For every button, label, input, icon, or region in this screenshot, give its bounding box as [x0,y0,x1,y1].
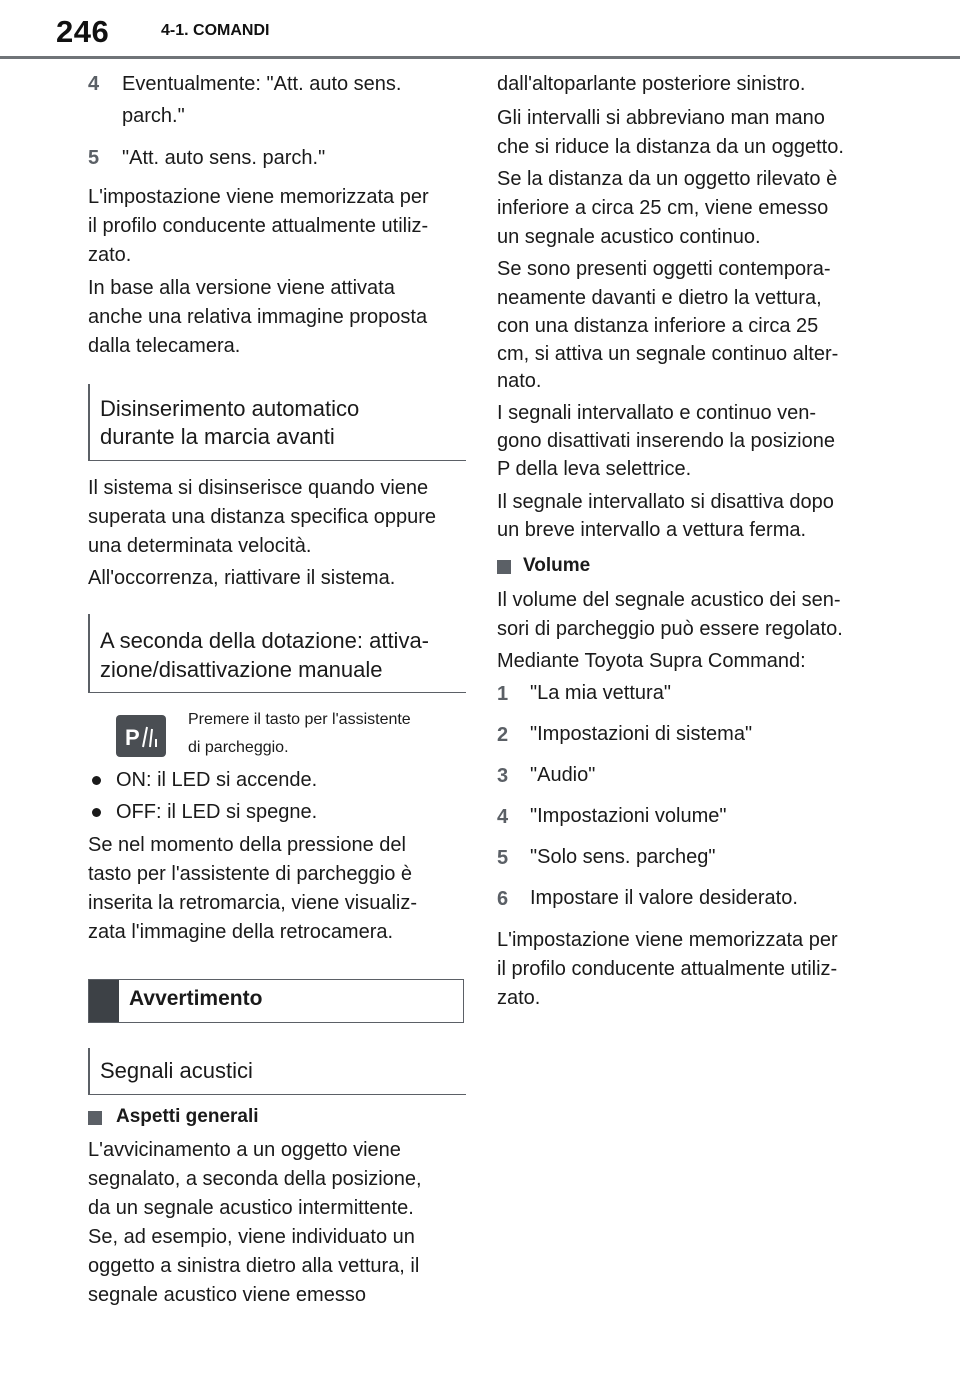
paragraph-line: un segnale acustico continuo. [497,226,761,248]
step-text: "Audio" [530,764,596,786]
paragraph-line: gono disattivati inserendo la posizione [497,430,835,452]
paragraph-line: cm, si attiva un segnale continuo alter- [497,343,839,365]
step-number: 6 [497,888,509,910]
paragraph-line: un breve intervallo a vettura ferma. [497,519,807,541]
paragraph-line: segnale acustico viene emesso [88,1284,366,1306]
box-heading-line: Disinserimento automatico [100,396,360,421]
box-heading-line: zione/disattivazione manuale [100,657,383,682]
parking-assist-icon [116,715,166,757]
paragraph-line: Se nel momento della pressione del [88,834,406,856]
paragraph-line: dall'altoparlante posteriore sinistro. [497,73,806,95]
page-header [0,0,960,60]
section-title: 4-1. COMANDI [161,22,270,39]
paragraph-line: una determinata velocità. [88,535,312,557]
heading-box-manual [88,614,466,693]
step-text: parch." [122,105,185,127]
bullet-text: OFF: il LED si spegne. [116,801,318,823]
paragraph-line: All'occorrenza, riattivare il sistema. [88,567,396,589]
bullet-dot [92,808,101,817]
paragraph-line: il profilo conducente attualmente utiliz- [88,215,429,237]
step-number: 5 [497,847,509,869]
paragraph-line: nato. [497,370,542,392]
svg-text:P: P [125,725,140,750]
step-text: Impostare il valore desiderato. [530,887,798,909]
step-text: "Impostazioni volume" [530,805,727,827]
paragraph-line: Se sono presenti oggetti contempora- [497,258,831,280]
box-heading-line: A seconda della dotazione: attiva- [100,628,430,653]
page-number: 246 [56,14,110,49]
paragraph-line: segnalato, a seconda della posizione, [88,1168,422,1190]
parking-assist-button-icon [116,715,166,757]
heading-box-signals [88,1048,466,1095]
paragraph-line: dalla telecamera. [88,335,241,357]
paragraph-line: neamente davanti e dietro la vettura, [497,287,822,309]
paragraph-line: zato. [88,244,132,266]
paragraph-line: Il sistema si disinserisce quando viene [88,477,429,499]
subheading: Volume [523,555,591,576]
paragraph-line: sori di parcheggio può essere regolato. [497,618,843,640]
paragraph-line: Mediante Toyota Supra Command: [497,650,806,672]
paragraph-line: L'avvicinamento a un oggetto viene [88,1139,401,1161]
paragraph-line: I segnali intervallato e continuo ven- [497,402,817,424]
paragraph-line: zato. [497,987,541,1009]
subheading-marker [88,1111,102,1125]
paragraph-line: L'impostazione viene memorizzata per [88,186,429,208]
paragraph-line: superata una distanza specifica oppure [88,506,437,528]
button-caption-line: di parcheggio. [188,739,289,756]
subheading-marker [497,560,511,574]
box-heading-line: Segnali acustici [100,1058,253,1083]
step-text: "Impostazioni di sistema" [530,723,753,745]
step-number: 4 [497,806,509,828]
paragraph-line: il profilo conducente attualmente utiliz- [497,958,838,980]
paragraph-line: anche una relativa immagine proposta [88,306,428,328]
paragraph-line: In base alla versione viene attivata [88,277,395,299]
heading-box-auto-off [88,384,466,461]
header-divider [0,56,960,59]
box-heading-line: durante la marcia avanti [100,424,335,449]
paragraph-line: oggetto a sinistra dietro alla vettura, il [88,1255,420,1277]
paragraph-line: tasto per l'assistente di parcheggio è [88,863,413,885]
paragraph-line: Il segnale intervallato si disattiva dopo [497,491,834,513]
step-text: "La mia vettura" [530,682,671,704]
step-text: Eventualmente: "Att. auto sens. [122,73,402,95]
paragraph-line: L'impostazione viene memorizzata per [497,929,838,951]
paragraph-line: Se la distanza da un oggetto rilevato è [497,168,838,190]
bullet-dot [92,776,101,785]
step-number: 1 [497,683,509,705]
paragraph-line: Gli intervalli si abbreviano man mano [497,107,825,129]
paragraph-line: Se, ad esempio, viene individuato un [88,1226,415,1248]
step-text: "Solo sens. parcheg" [530,846,716,868]
step-number: 5 [88,147,100,169]
warning-banner [88,979,464,1023]
paragraph-line: da un segnale acustico intermittente. [88,1197,414,1219]
bullet-text: ON: il LED si accende. [116,769,318,791]
paragraph-line: con una distanza inferiore a circa 25 [497,315,819,337]
step-text: "Att. auto sens. parch." [122,147,326,169]
step-number: 3 [497,765,509,787]
paragraph-line: che si riduce la distanza da un oggetto. [497,136,844,158]
paragraph-line: inferiore a circa 25 cm, viene emesso [497,197,829,219]
step-number: 2 [497,724,509,746]
warning-bar [89,980,119,1022]
paragraph-line: zata l'immagine della retrocamera. [88,921,394,943]
button-caption-line: Premere il tasto per l'assistente [188,711,411,728]
paragraph-line: Il volume del segnale acustico dei sen- [497,589,841,611]
warning-title: Avvertimento [129,987,263,1010]
paragraph-line: P della leva selettrice. [497,458,692,480]
step-number: 4 [88,73,100,95]
paragraph-line: inserita la retromarcia, viene visualiz- [88,892,418,914]
subheading: Aspetti generali [116,1106,259,1127]
